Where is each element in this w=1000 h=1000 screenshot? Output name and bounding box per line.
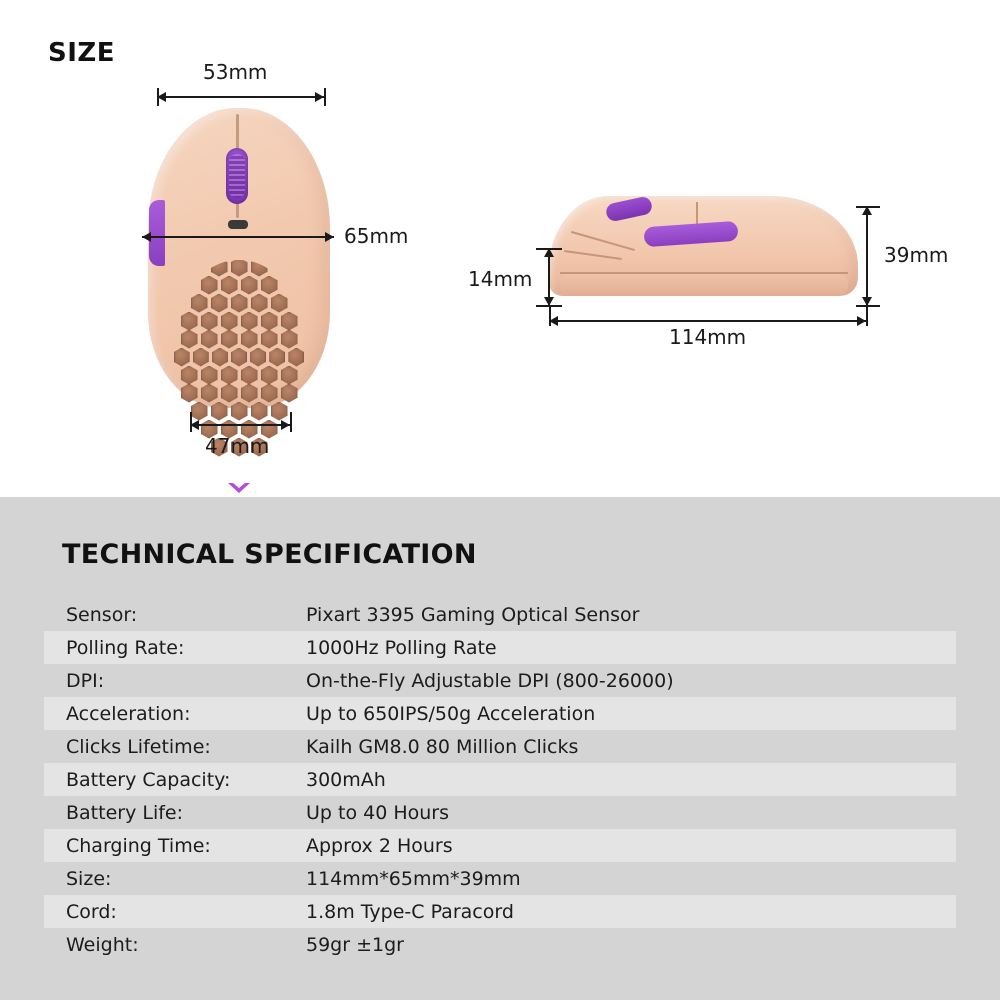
arrow-right-47mm bbox=[281, 420, 290, 430]
table-row bbox=[44, 928, 956, 961]
dimension-label-39mm: 39mm bbox=[884, 243, 949, 267]
spec-value: Pixart 3395 Gaming Optical Sensor bbox=[306, 603, 640, 626]
spec-value: Approx 2 Hours bbox=[306, 834, 453, 857]
table-row bbox=[44, 697, 956, 730]
dimension-label-14mm: 14mm bbox=[468, 267, 533, 291]
measure-tick-39mm-top bbox=[856, 206, 880, 208]
measure-tick-39mm-bottom bbox=[856, 305, 880, 307]
technical-specification-section bbox=[0, 497, 1000, 1000]
spec-section-title: TECHNICAL SPECIFICATION bbox=[62, 539, 477, 570]
dimension-label-53mm: 53mm bbox=[203, 60, 268, 84]
measure-line-height-39mm bbox=[866, 206, 868, 306]
spec-key: Battery Life: bbox=[66, 801, 184, 824]
spec-value: Up to 40 Hours bbox=[306, 801, 450, 824]
brand-logo-icon bbox=[226, 480, 252, 496]
spec-key: Polling Rate: bbox=[66, 636, 185, 659]
spec-key: Cord: bbox=[66, 900, 117, 923]
arrow-left-65mm bbox=[142, 232, 151, 242]
spec-value: Kailh GM8.0 80 Million Clicks bbox=[306, 735, 579, 758]
spec-value: On-the-Fly Adjustable DPI (800-26000) bbox=[306, 669, 674, 692]
dpi-button-top bbox=[228, 220, 248, 229]
table-row bbox=[44, 598, 956, 631]
spec-key: Charging Time: bbox=[66, 834, 211, 857]
spec-key: DPI: bbox=[66, 669, 105, 692]
measure-line-width-53mm bbox=[157, 96, 324, 98]
dimension-label-65mm: 65mm bbox=[344, 224, 409, 248]
measure-tick-top-right bbox=[324, 88, 326, 106]
spec-key: Acceleration: bbox=[66, 702, 191, 725]
table-row bbox=[44, 631, 956, 664]
side-button-top bbox=[149, 200, 165, 266]
measure-line-width-47mm bbox=[190, 424, 290, 426]
arrow-left-47mm bbox=[190, 420, 199, 430]
spec-key: Clicks Lifetime: bbox=[66, 735, 211, 758]
table-row bbox=[44, 829, 956, 862]
spec-value: 300mAh bbox=[306, 768, 386, 791]
measure-tick-14mm-top bbox=[536, 248, 562, 250]
arrow-left-53mm bbox=[157, 92, 166, 102]
size-section-title: SIZE bbox=[48, 38, 116, 68]
table-row bbox=[44, 862, 956, 895]
spec-key: Battery Capacity: bbox=[66, 768, 231, 791]
spec-value: Up to 650IPS/50g Acceleration bbox=[306, 702, 596, 725]
dimension-label-114mm: 114mm bbox=[669, 325, 747, 349]
table-row bbox=[44, 763, 956, 796]
spec-key: Sensor: bbox=[66, 603, 138, 626]
table-row bbox=[44, 664, 956, 697]
spec-value: 59gr ±1gr bbox=[306, 933, 404, 956]
measure-line-width-65mm bbox=[142, 236, 334, 238]
mouse-top-view-illustration bbox=[148, 108, 330, 408]
arrow-right-114mm bbox=[857, 316, 866, 326]
spec-key: Size: bbox=[66, 867, 112, 890]
measure-tick-114mm-right bbox=[866, 306, 868, 326]
mouse-side-view-illustration bbox=[548, 196, 858, 306]
spec-table bbox=[44, 598, 956, 961]
mouse-side-seam-line bbox=[560, 272, 848, 274]
table-row bbox=[44, 730, 956, 763]
size-section bbox=[0, 0, 1000, 497]
arrow-right-53mm bbox=[315, 92, 324, 102]
arrow-left-114mm bbox=[549, 316, 558, 326]
spec-value: 1000Hz Polling Rate bbox=[306, 636, 497, 659]
measure-tick-base-right bbox=[290, 412, 292, 432]
table-row bbox=[44, 796, 956, 829]
arrow-right-65mm bbox=[325, 232, 334, 242]
spec-value: 1.8m Type-C Paracord bbox=[306, 900, 514, 923]
scroll-wheel-top bbox=[226, 148, 248, 204]
spec-key: Weight: bbox=[66, 933, 139, 956]
spec-value: 114mm*65mm*39mm bbox=[306, 867, 521, 890]
dimension-label-47mm: 47mm bbox=[205, 434, 270, 458]
mouse-side-base bbox=[560, 274, 848, 296]
measure-line-length-114mm bbox=[549, 320, 866, 322]
table-row bbox=[44, 895, 956, 928]
